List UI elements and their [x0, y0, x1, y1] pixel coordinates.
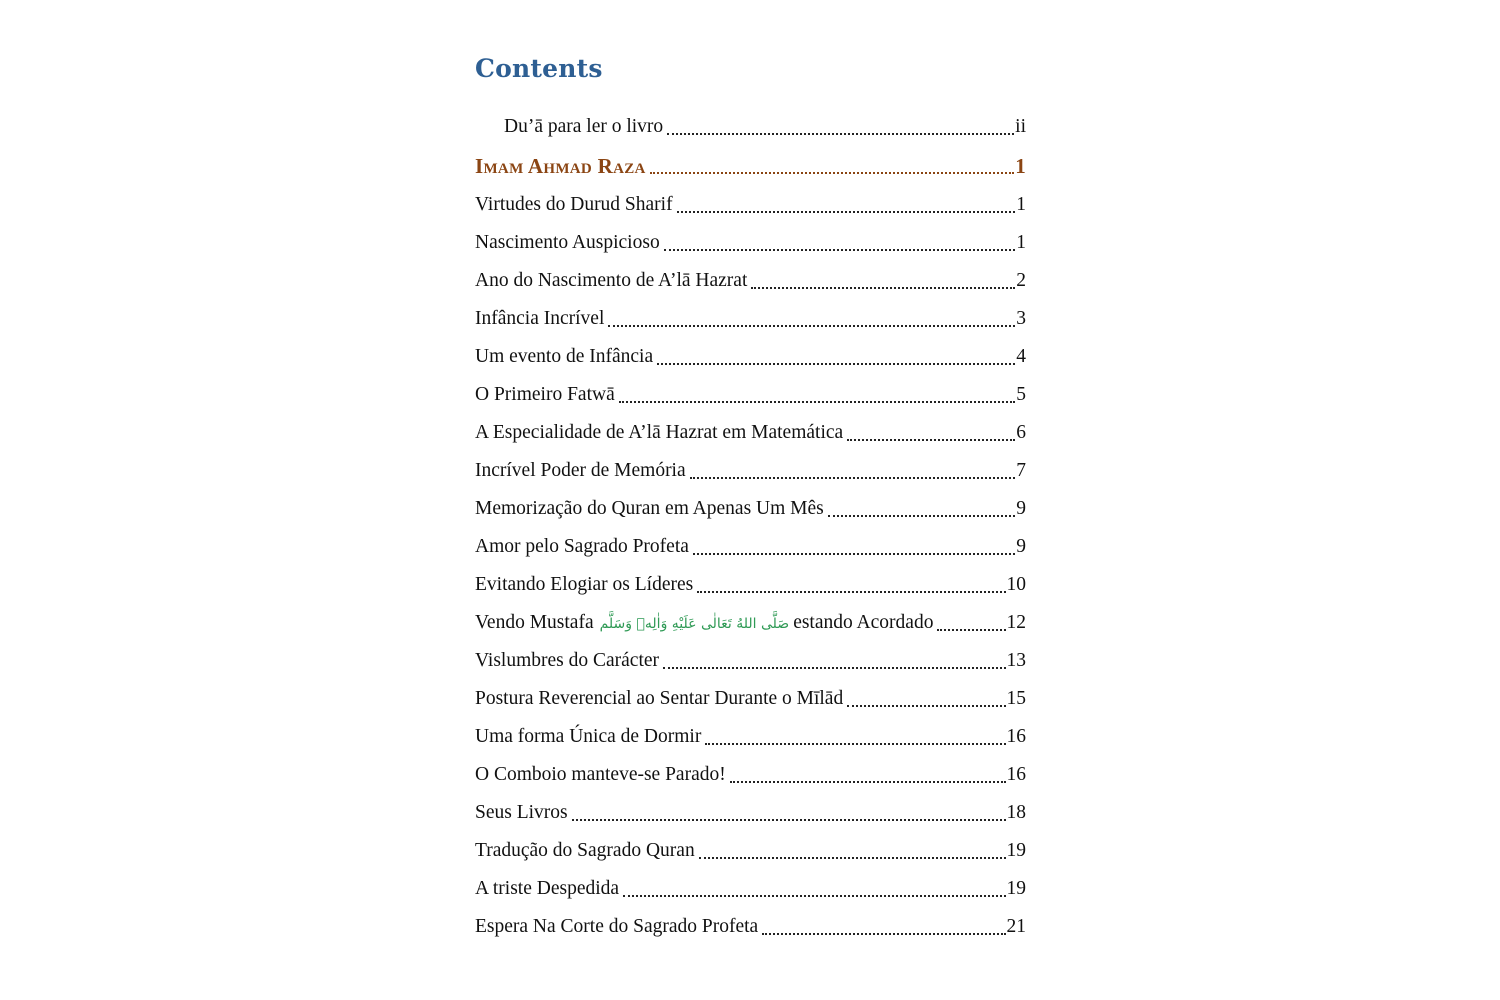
toc-entry-page: 5	[1016, 384, 1026, 405]
toc-entry[interactable]	[475, 338, 1026, 376]
dot-leader	[572, 818, 1006, 821]
toc-entry-title: Du’ā para ler o livro	[504, 116, 664, 137]
dot-leader	[697, 590, 1005, 593]
toc-entry[interactable]	[475, 756, 1026, 794]
toc-entry-page: 12	[1006, 612, 1026, 633]
toc-entry[interactable]	[475, 414, 1026, 452]
toc-entry-title: A Especialidade de A’lā Hazrat em Matemática	[475, 422, 844, 443]
toc-entry-page: 1	[1016, 194, 1026, 215]
toc-entry[interactable]	[475, 490, 1026, 528]
toc-entry-title: O Primeiro Fatwā	[475, 384, 615, 405]
toc-entry-dua[interactable]	[475, 108, 1026, 146]
dot-leader	[619, 400, 1016, 403]
toc-entry-title: Uma forma Única de Dormir	[475, 726, 702, 747]
toc-entry-title: Virtudes do Durud Sharif	[475, 194, 673, 215]
dot-leader	[730, 780, 1006, 783]
dot-leader	[663, 666, 1005, 669]
toc-entry[interactable]	[475, 186, 1026, 224]
toc-entry-vendo-mustafa[interactable]	[475, 604, 1026, 642]
toc-entry-page: 15	[1006, 688, 1026, 709]
toc-entry[interactable]	[475, 718, 1026, 756]
toc-entry-title: Espera Na Corte do Sagrado Profeta	[475, 916, 759, 937]
toc-entry-title-continued: estando Acordado	[793, 612, 934, 633]
toc-entry-title: Tradução do Sagrado Quran	[475, 840, 695, 861]
dot-leader	[847, 438, 1015, 441]
toc-entry-title: Amor pelo Sagrado Profeta	[475, 536, 689, 557]
salawat-calligraphy: صَلَّى اللهُ تَعَالٰى عَلَيْهِ وَاٰلِهٖ وَسَلَّم	[599, 616, 790, 632]
toc-entry[interactable]	[475, 262, 1026, 300]
dot-leader	[693, 552, 1015, 555]
toc-entry-title: Vislumbres do Carácter	[475, 650, 660, 671]
toc-entry-page: 10	[1006, 574, 1026, 595]
toc-entry-page: 16	[1006, 726, 1026, 747]
toc-entry-page: 1	[1015, 154, 1026, 178]
toc-entry[interactable]	[475, 870, 1026, 908]
dot-leader	[699, 856, 1006, 859]
toc-entry[interactable]	[475, 680, 1026, 718]
toc-entry-page: 9	[1016, 536, 1026, 557]
contents-heading: Contents	[475, 54, 603, 83]
toc-entry[interactable]	[475, 642, 1026, 680]
toc-entry-title: Evitando Elogiar os Líderes	[475, 574, 694, 595]
toc-entry[interactable]	[475, 908, 1026, 946]
toc-entry[interactable]	[475, 832, 1026, 870]
dot-leader	[762, 932, 1005, 935]
toc-entry-title: Um evento de Infância	[475, 346, 654, 367]
toc-entry-page: 9	[1016, 498, 1026, 519]
document-page	[475, 0, 1026, 1000]
toc-entry[interactable]	[475, 452, 1026, 490]
dot-leader	[650, 171, 1015, 174]
toc-entry-page: 6	[1016, 422, 1026, 443]
toc-entry-page: 3	[1016, 308, 1026, 329]
table-of-contents	[475, 108, 1026, 946]
dot-leader	[705, 742, 1005, 745]
dot-leader	[667, 132, 1014, 135]
toc-entry-title: Postura Reverencial ao Sentar Durante o Mīlād	[475, 688, 844, 709]
toc-chapter-imam-ahmad-raza[interactable]	[475, 146, 1026, 186]
toc-entry[interactable]	[475, 300, 1026, 338]
dot-leader	[847, 704, 1005, 707]
toc-entry-title: O Comboio manteve-se Parado!	[475, 764, 726, 785]
toc-entry[interactable]	[475, 566, 1026, 604]
toc-entry[interactable]	[475, 376, 1026, 414]
toc-entry-page: 16	[1006, 764, 1026, 785]
toc-entry-page: 13	[1006, 650, 1026, 671]
toc-entry-title: Memorização do Quran em Apenas Um Mês	[475, 498, 824, 519]
toc-entry-title: Vendo Mustafa	[475, 612, 594, 633]
dot-leader	[664, 248, 1016, 251]
toc-entry-page: 1	[1016, 232, 1026, 253]
toc-entry-page: 7	[1016, 460, 1026, 481]
toc-chapter-title: Imam Ahmad Raza	[475, 154, 646, 178]
toc-entry-title: Nascimento Auspicioso	[475, 232, 660, 253]
toc-entry-page: 18	[1006, 802, 1026, 823]
dot-leader	[751, 286, 1015, 289]
dot-leader	[608, 324, 1015, 327]
toc-entry-page: ii	[1015, 116, 1026, 137]
toc-entry-page: 2	[1016, 270, 1026, 291]
dot-leader	[937, 628, 1005, 631]
dot-leader	[623, 894, 1005, 897]
toc-entry-title: Seus Livros	[475, 802, 568, 823]
dot-leader	[690, 476, 1016, 479]
dot-leader	[677, 210, 1016, 213]
toc-entry-title: Ano do Nascimento de A’lā Hazrat	[475, 270, 748, 291]
toc-entry-page: 19	[1006, 878, 1026, 899]
toc-entry-page: 4	[1016, 346, 1026, 367]
toc-entry[interactable]	[475, 224, 1026, 262]
toc-entry-page: 19	[1006, 840, 1026, 861]
toc-entry-title: Incrível Poder de Memória	[475, 460, 686, 481]
dot-leader	[657, 362, 1015, 365]
toc-entry-title: A triste Despedida	[475, 878, 620, 899]
toc-entry[interactable]	[475, 528, 1026, 566]
dot-leader	[828, 514, 1016, 517]
toc-entry-page: 21	[1006, 916, 1026, 937]
toc-entry[interactable]	[475, 794, 1026, 832]
toc-entry-title: Infância Incrível	[475, 308, 605, 329]
